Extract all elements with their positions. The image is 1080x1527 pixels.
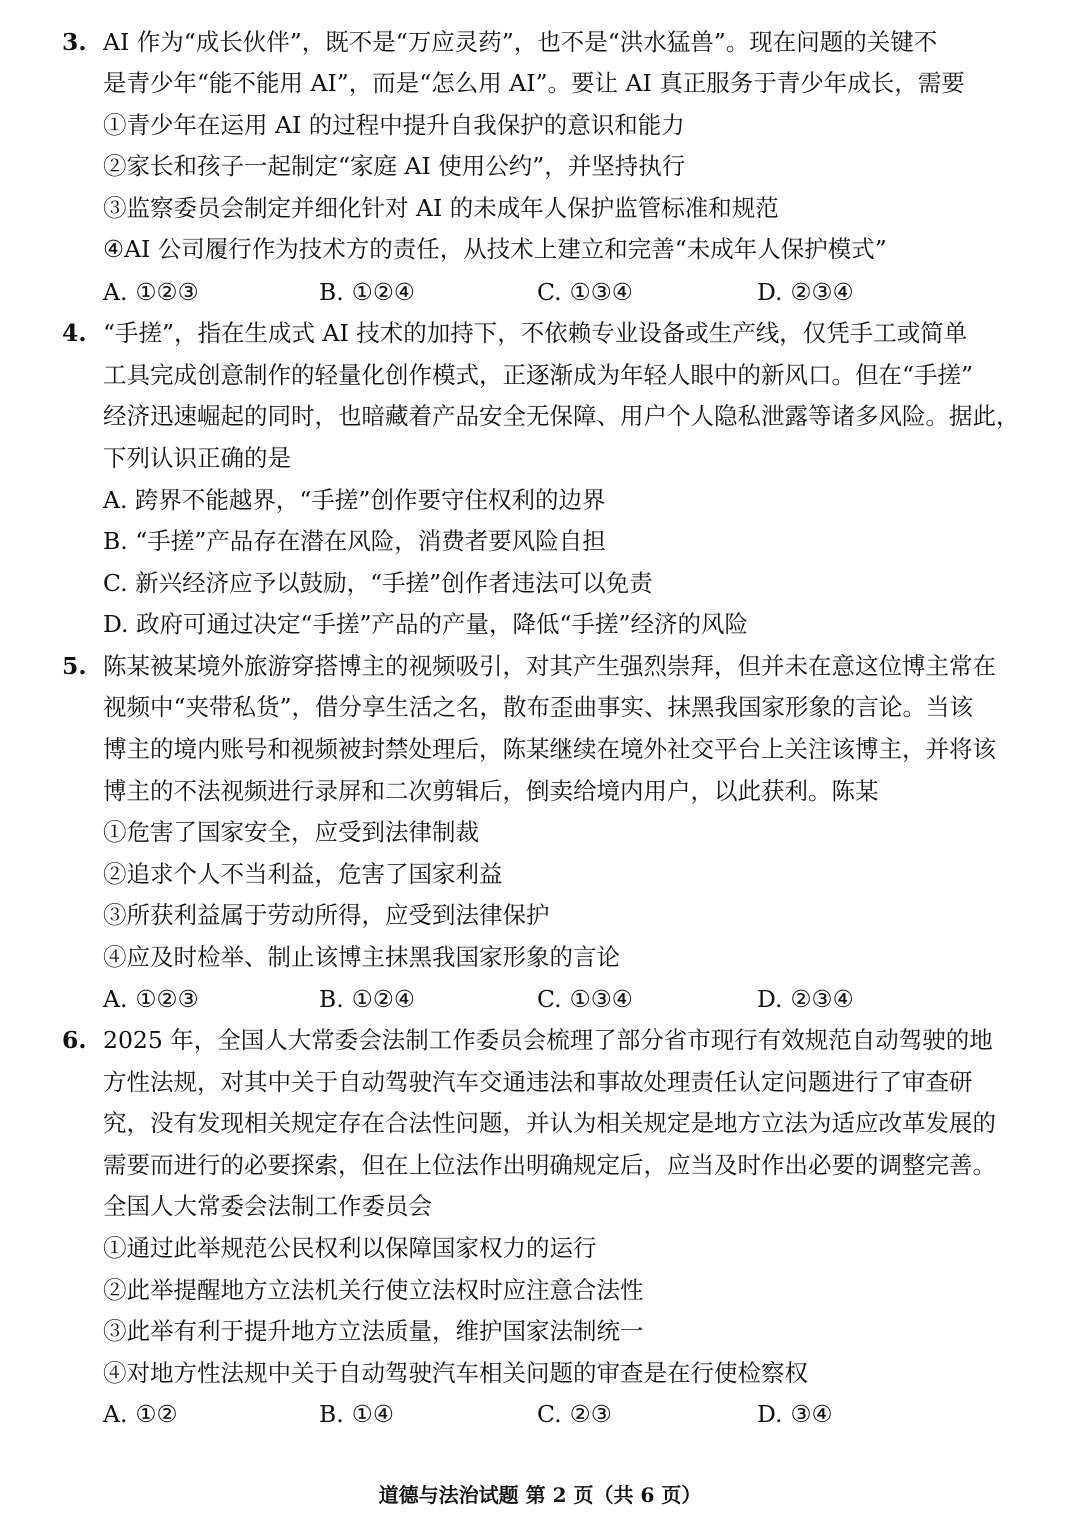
statement-item: ④对地方性法规中关于自动驾驶汽车相关问题的审查是在行使检察权 <box>103 1359 808 1387</box>
option-letter: B. <box>319 278 344 306</box>
option-letter: D. <box>757 1400 783 1428</box>
question-stem-line: 经济迅速崛起的同时，也暗藏着产品安全无保障、用户个人隐私泄露等诸多风险。据此， <box>103 402 1020 430</box>
answer-options <box>103 1399 1033 1429</box>
question-stem-line: 陈某被某境外旅游穿搭博主的视频吸引，对其产生强烈崇拜，但并未在意这位博主常在 <box>103 652 996 680</box>
answer-options <box>103 277 1033 307</box>
question-stem-line: 视频中“夹带私货”，借分享生活之名，散布歪曲事实、抹黑我国家形象的言论。当该 <box>103 693 974 721</box>
question-stem-line: 博主的境内账号和视频被封禁处理后，陈某继续在境外社交平台上关注该博主，并将该 <box>103 735 996 763</box>
option-text: ②③④ <box>790 985 854 1013</box>
option-letter: B. <box>319 1400 344 1428</box>
question-stem-line: 全国人大常委会法制工作委员会 <box>103 1192 432 1220</box>
question-stem-line: 2025 年，全国人大常委会法制工作委员会梳理了部分省市现行有效规范自动驾驶的地 <box>103 1026 993 1054</box>
option-letter: D. <box>757 278 783 306</box>
statement-item: ④应及时检举、制止该博主抹黑我国家形象的言论 <box>103 943 620 971</box>
choice-option[interactable]: D. 政府可通过决定“手搓”产品的产量，降低“手搓”经济的风险 <box>103 610 748 638</box>
option-text: ①②③ <box>135 985 199 1013</box>
answer-option[interactable] <box>537 277 633 307</box>
option-letter: A. <box>103 1400 128 1428</box>
option-text: ①②④ <box>351 985 415 1013</box>
statement-item: ③此举有利于提升地方立法质量，维护国家法制统一 <box>103 1317 644 1345</box>
answer-options <box>103 984 1033 1014</box>
page-footer: 道德与法治试题 第 2 页（共 6 页） <box>378 1483 702 1507</box>
statement-item: ②家长和孩子一起制定“家庭 AI 使用公约”，并坚持执行 <box>103 152 686 180</box>
option-text: ①②③ <box>135 278 199 306</box>
question-stem-line: 下列认识正确的是 <box>103 444 291 472</box>
question-number: 3. <box>62 28 87 56</box>
answer-option[interactable] <box>103 984 199 1014</box>
statement-item: ①危害了国家安全，应受到法律制裁 <box>103 818 479 846</box>
question-stem-line: 博主的不法视频进行录屏和二次剪辑后，倒卖给境内用户，以此获利。陈某 <box>103 777 879 805</box>
option-text: ①④ <box>351 1400 394 1428</box>
statement-item: ①通过此举规范公民权利以保障国家权力的运行 <box>103 1234 597 1262</box>
statement-item: ③所获利益属于劳动所得，应受到法律保护 <box>103 901 550 929</box>
question-stem-line: AI 作为“成长伙伴”，既不是“万应灵药”，也不是“洪水猛兽”。现在问题的关键不 <box>103 28 938 56</box>
answer-option[interactable] <box>537 1399 612 1429</box>
question-number: 4. <box>62 319 87 347</box>
choice-option[interactable]: A. 跨界不能越界，“手搓”创作要守住权利的边界 <box>103 486 606 514</box>
answer-option[interactable] <box>537 984 633 1014</box>
statement-item: ④AI 公司履行作为技术方的责任，从技术上建立和完善“未成年人保护模式” <box>103 235 887 263</box>
option-letter: C. <box>537 278 562 306</box>
option-letter: B. <box>319 985 344 1013</box>
question-stem-line: “手搓”，指在生成式 AI 技术的加持下，不依赖专业设备或生产线，仅凭手工或简单 <box>103 319 968 347</box>
statement-item: ③监察委员会制定并细化针对 AI 的未成年人保护监管标准和规范 <box>103 194 779 222</box>
question-number: 5. <box>62 652 87 680</box>
question-stem-line: 究，没有发现相关规定存在合法性问题，并认为相关规定是地方立法为适应改革发展的 <box>103 1109 996 1137</box>
answer-option[interactable] <box>103 277 199 307</box>
question-number: 6. <box>62 1026 87 1054</box>
option-letter: A. <box>103 985 128 1013</box>
question-stem-line: 工具完成创意制作的轻量化创作模式，正逐渐成为年轻人眼中的新风口。但在“手搓” <box>103 361 974 389</box>
answer-option[interactable] <box>757 277 854 307</box>
choice-option[interactable]: C. 新兴经济应予以鼓励，“手搓”创作者违法可以免责 <box>103 569 653 597</box>
answer-option[interactable] <box>319 984 415 1014</box>
option-letter: D. <box>757 985 783 1013</box>
statement-item: ①青少年在运用 AI 的过程中提升自我保护的意识和能力 <box>103 111 685 139</box>
option-text: ①③④ <box>569 278 633 306</box>
option-text: ②③ <box>569 1400 612 1428</box>
question-stem-line: 是青少年“能不能用 AI”，而是“怎么用 AI”。要让 AI 真正服务于青少年成长，需要 <box>103 69 965 97</box>
choice-option[interactable]: B. “手搓”产品存在潜在风险，消费者要风险自担 <box>103 527 606 555</box>
option-text: ①③④ <box>569 985 633 1013</box>
question-stem-line: 需要而进行的必要探索，但在上位法作出明确规定后，应当及时作出必要的调整完善。 <box>103 1151 996 1179</box>
statement-item: ②此举提醒地方立法机关行使立法权时应注意合法性 <box>103 1276 644 1304</box>
option-text: ①②④ <box>351 278 415 306</box>
question-stem-line: 方性法规，对其中关于自动驾驶汽车交通违法和事故处理责任认定问题进行了审查研 <box>103 1068 973 1096</box>
answer-option[interactable] <box>757 984 854 1014</box>
option-text: ③④ <box>790 1400 833 1428</box>
option-letter: C. <box>537 985 562 1013</box>
answer-option[interactable] <box>757 1399 833 1429</box>
option-letter: C. <box>537 1400 562 1428</box>
statement-item: ②追求个人不当利益，危害了国家利益 <box>103 860 503 888</box>
answer-option[interactable] <box>319 1399 394 1429</box>
option-letter: A. <box>103 278 128 306</box>
option-text: ①② <box>135 1400 178 1428</box>
option-text: ②③④ <box>790 278 854 306</box>
answer-option[interactable] <box>319 277 415 307</box>
answer-option[interactable] <box>103 1399 178 1429</box>
